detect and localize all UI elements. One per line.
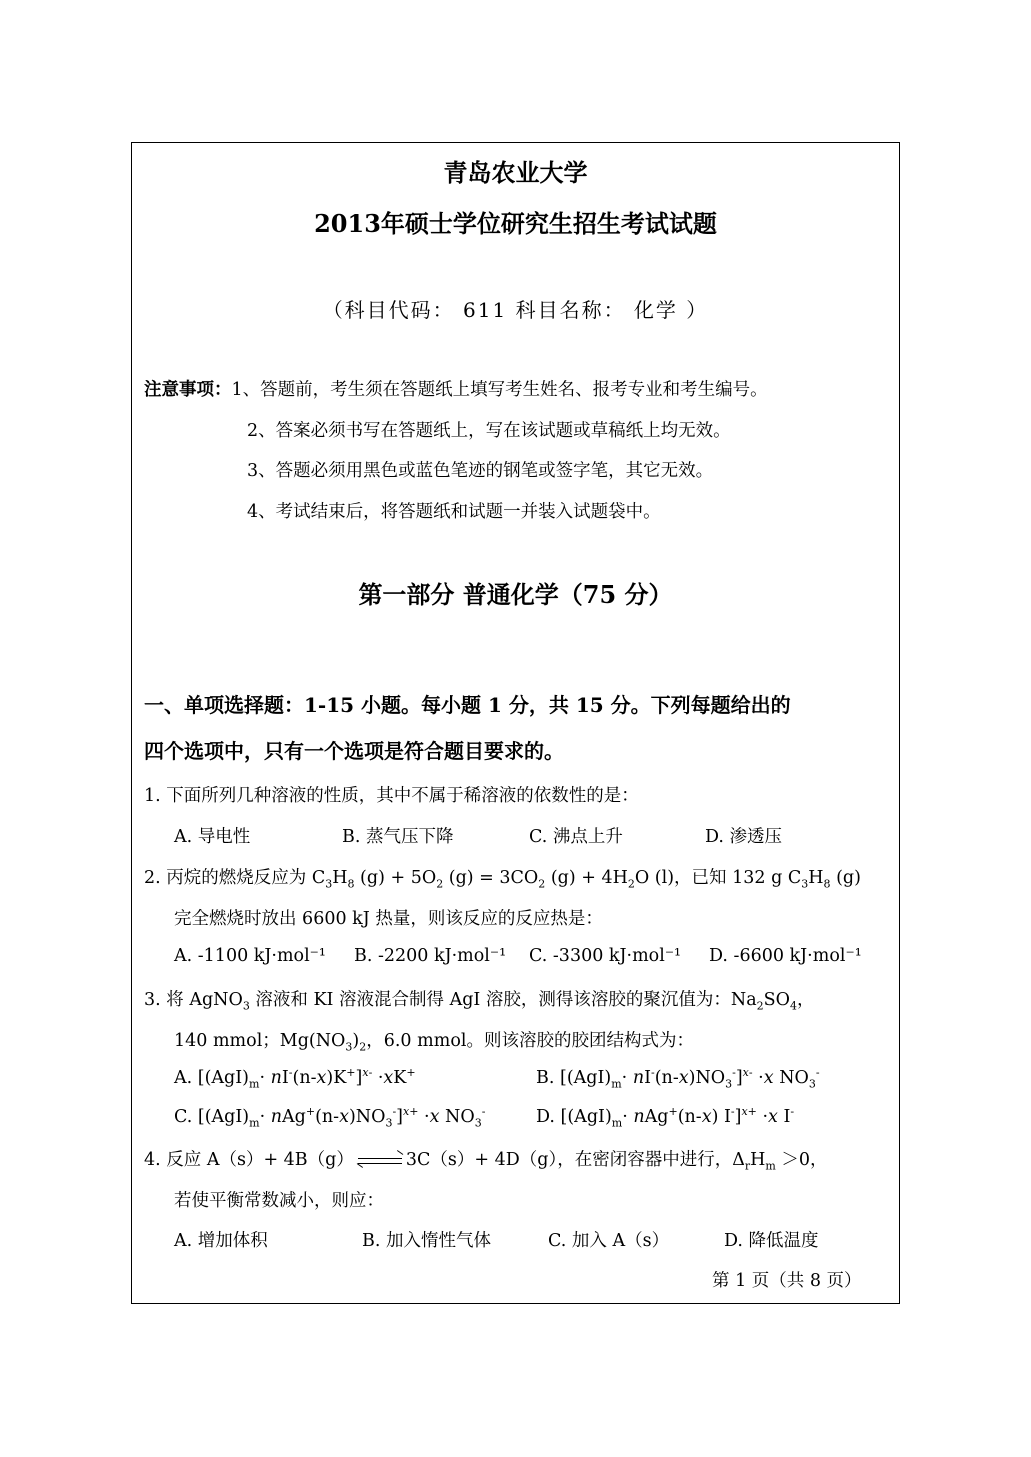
q3-option-c: C. $[(AgI)_m\cdot nAg^+(n-x)NO_3^-]^{x+} \cdot x$ $NO_3^-$: [174, 1105, 486, 1130]
q1-option-c: C. 沸点上升: [529, 827, 623, 847]
q2-option-b: B. -2200 kJ·mol⁻¹: [354, 946, 507, 966]
section-heading-line-1: 一、单项选择题：1-15 小题。每小题 1 分，共 15 分。下列每题给出的: [144, 693, 791, 717]
question-4-stem: 4. 反应 A（s）+ 4B（g） 3C（s）+ 4D（g），在密闭容器中进行，$\Delta_rH_m >0$，: [144, 1150, 828, 1173]
notice-line-1: [144, 376, 768, 401]
question-2-stem: 2. 丙烷的燃烧反应为 $C_3H_8$ $(g) + 5O_2$ $(g) = 3CO_2$ $(g) + 4H_2O$ (l)，已知 132 g $C_3H_8$ (g): [144, 868, 861, 891]
q1-option-d: D. 渗透压: [705, 827, 783, 847]
question-3-line-2: 140 mmol；$Mg(NO_3)_2$，6.0 mmol。则该溶胶的胶团结构式为：: [174, 1031, 694, 1054]
q3-option-b: B. $[(AgI)_m\cdot nI^-(n-x)NO_3^-]^{x-} \cdot x$ $NO_3^-$: [536, 1066, 820, 1091]
notice-item: 2、答案必须书写在答题纸上，写在该试题或草稿纸上均无效。: [247, 421, 731, 441]
q3-option-d: D. [$(AgI)_m\cdot nAg^+(n-x)$ I-]$^{x+}$ ·x I-: [536, 1105, 795, 1130]
q1-option-a: A. 导电性: [174, 827, 251, 847]
q2-option-a: A. -1100 kJ·mol⁻¹: [174, 946, 326, 966]
q2-option-c: C. -3300 kJ·mol⁻¹: [529, 946, 682, 966]
question-1-stem: 1. 下面所列几种溶液的性质，其中不属于稀溶液的依数性的是：: [144, 786, 639, 806]
question-2-line-2: 完全燃烧时放出 6600 kJ 热量，则该反应的反应热是：: [174, 909, 603, 929]
notice-label: 注意事项：: [144, 380, 232, 400]
question-4-line-2: 若使平衡常数减小，则应：: [174, 1191, 384, 1211]
q4-option-b: B. 加入惰性气体: [362, 1231, 491, 1251]
notice-item: 1、答题前，考生须在答题纸上填写考生姓名、报考专业和考生编号。: [231, 380, 768, 400]
q4-option-d: D. 降低温度: [724, 1231, 819, 1251]
question-3-stem: 3. 将 AgNO$_3$ 溶液和 KI 溶液混合制得 AgI 溶胶，测得该溶胶的聚沉值为：$Na_2SO_4$，: [144, 990, 815, 1013]
part-title: 第一部分 普通化学（75 分）: [358, 580, 673, 609]
q4-option-c: C. 加入 A（s）: [548, 1231, 670, 1251]
q2-option-d: D. -6600 kJ·mol⁻¹: [709, 946, 862, 966]
q4-option-a: A. 增加体积: [174, 1231, 268, 1251]
exam-title: 2013年硕士学位研究生招生考试试题: [314, 209, 717, 238]
q3-option-a: A. $[(AgI)_m\cdot nI^-(n-x)K^+]^{x-} \cdot xK^+$: [174, 1066, 416, 1091]
notice-item: 4、考试结束后，将答题纸和试题一并装入试题袋中。: [247, 502, 661, 522]
section-heading-line-2: 四个选项中，只有一个选项是符合题目要求的。: [144, 739, 564, 763]
subject-line: （科目代码： 611 科目名称： 化学 ）: [322, 298, 709, 322]
q1-option-b: B. 蒸气压下降: [342, 827, 454, 847]
page-footer: 第 1 页（共 8 页）: [712, 1271, 862, 1291]
notice-item: 3、答题必须用黑色或蓝色笔迹的钢笔或签字笔，其它无效。: [247, 461, 714, 481]
exam-page-frame: [131, 142, 900, 1304]
university-title: 青岛农业大学: [443, 158, 588, 187]
equilibrium-arrow-icon: [358, 1156, 402, 1166]
